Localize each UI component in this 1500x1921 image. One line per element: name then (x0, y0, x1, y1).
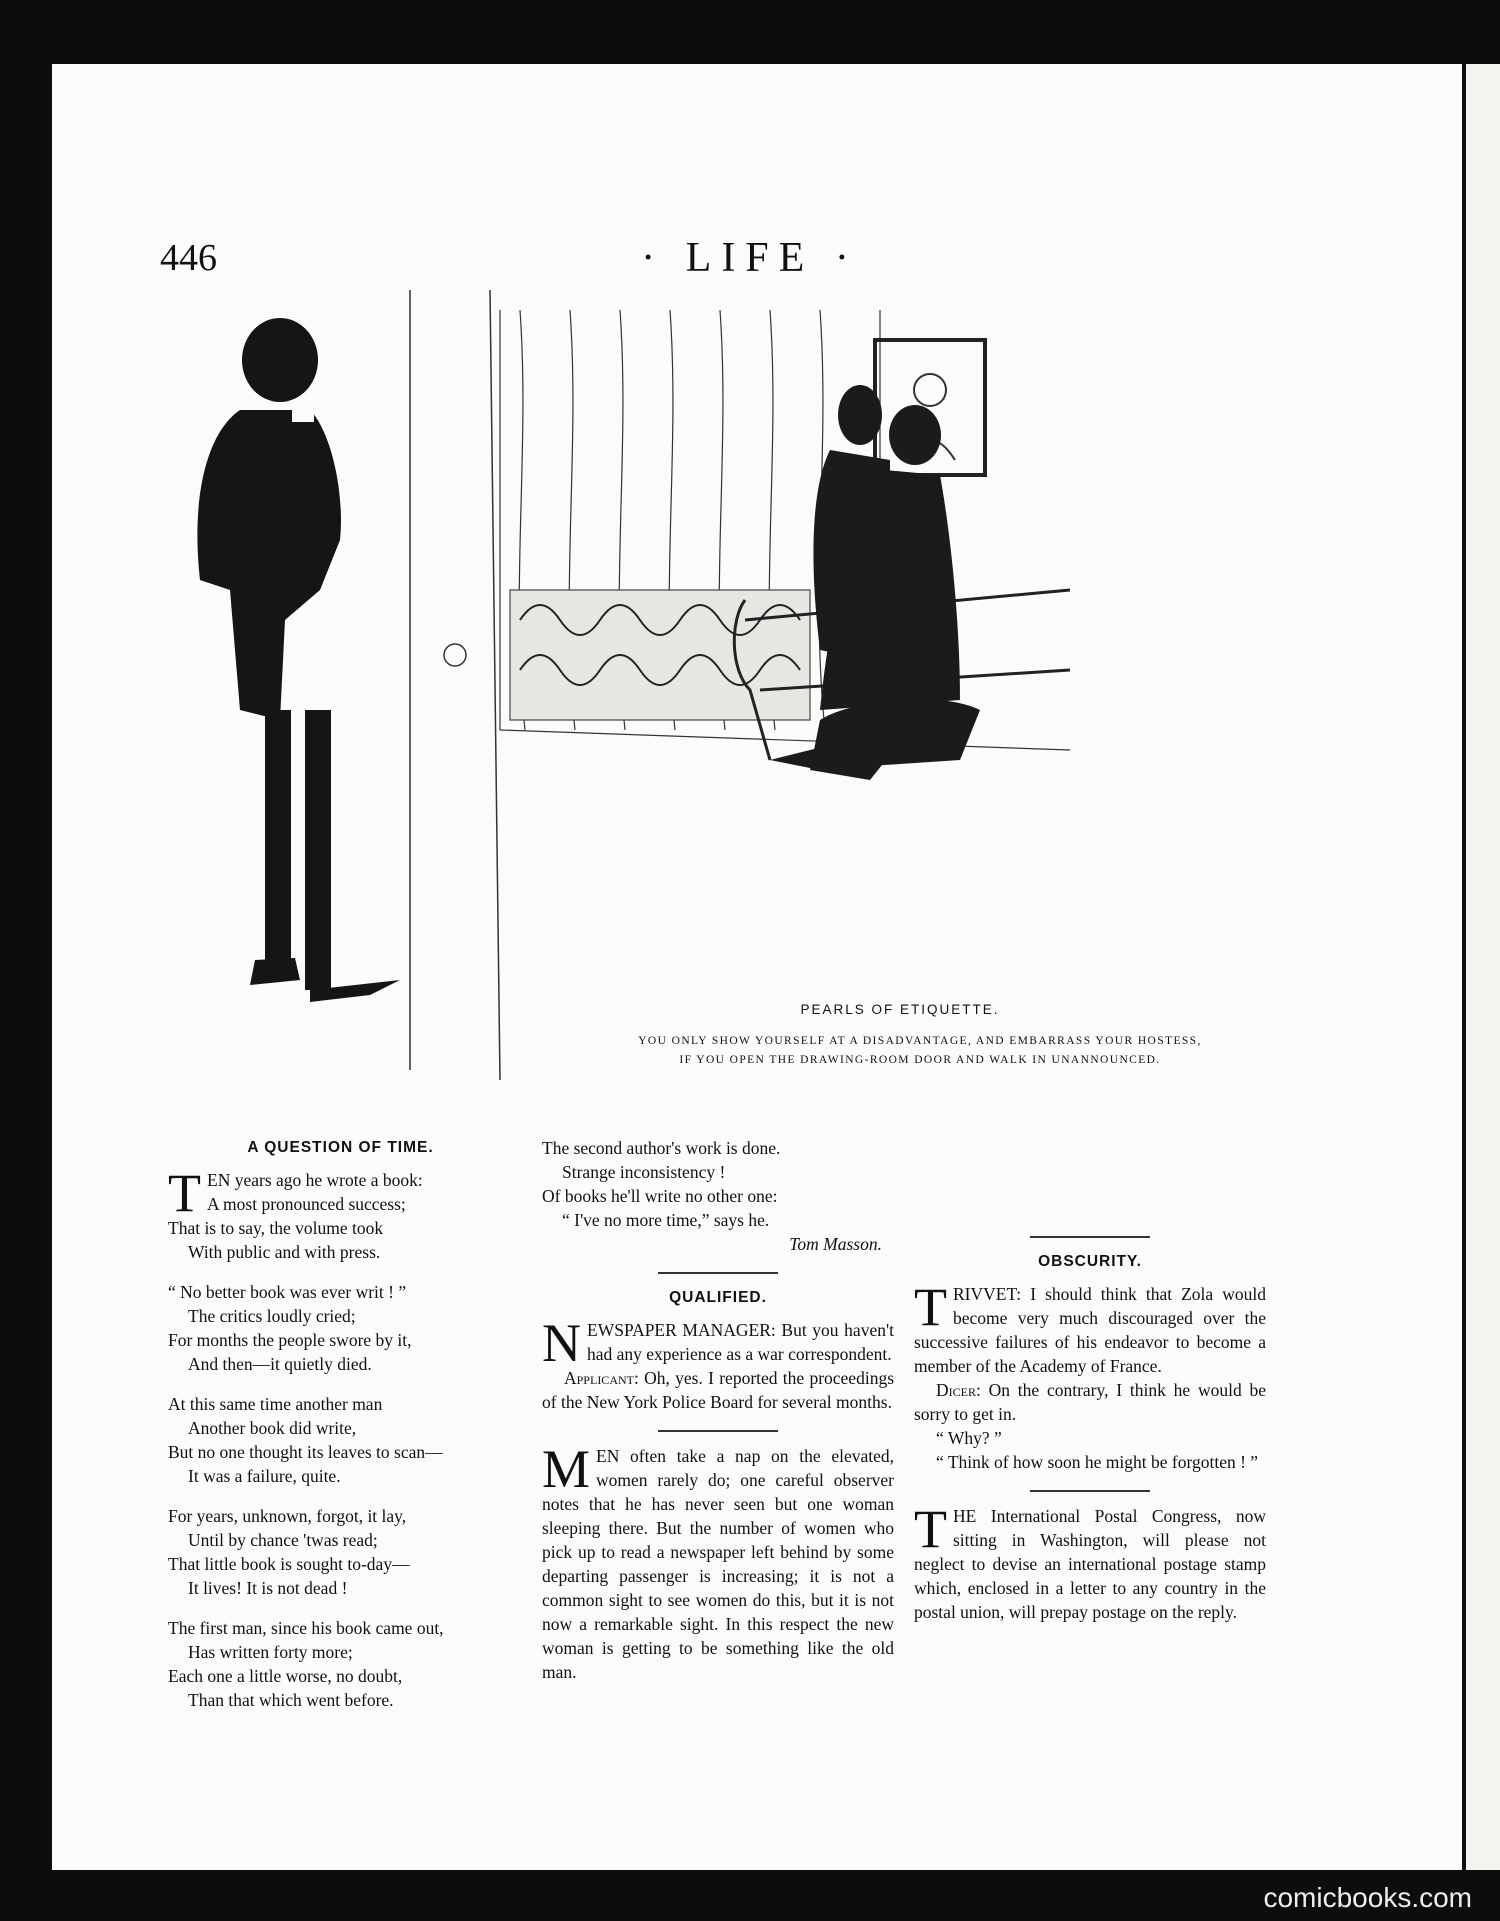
illustration-caption-line-1: YOU ONLY SHOW YOURSELF AT A DISADVANTAGE, AND EMBARRASS YOUR HOSTESS, (638, 1035, 1202, 1047)
poem-author-signature: Tom Masson. (789, 1234, 882, 1254)
men-drop-cap: M (542, 1439, 591, 1499)
poem-line: A most pronounced success; (207, 1194, 406, 1214)
obscurity-drop-cap: T (914, 1277, 947, 1337)
obscurity-paragraph-1 (914, 1277, 1266, 1378)
qualified-drop-cap: N (542, 1313, 581, 1373)
qualified-text-1: EWSPAPER MANAGER: But you haven't had any experience as a war correspondent. (587, 1320, 894, 1364)
poem-line: The second author's work is done. (542, 1138, 781, 1158)
poem-stanza-2 (168, 1280, 513, 1376)
poem-stanza-6 (542, 1136, 894, 1232)
poem-line: At this same time another man (168, 1394, 383, 1414)
illustration-caption-title: PEARLS OF ETIQUETTE. (800, 1002, 1000, 1017)
poem-line: With public and with press. (188, 1242, 381, 1262)
obscurity-paragraph-3: “ Why? ” (936, 1428, 1002, 1448)
poem-line: And then—it quietly died. (188, 1354, 372, 1374)
door-drawing (410, 290, 500, 1080)
poem-stanza-1 (168, 1163, 513, 1264)
men-paragraph (542, 1439, 894, 1684)
qualified-paragraph-2 (542, 1366, 894, 1414)
poem-line: Until by chance 'twas read; (188, 1530, 378, 1550)
poem-stanza-5 (168, 1616, 513, 1712)
poem-line: It lives! It is not dead ! (188, 1578, 348, 1598)
illustration-caption-line-2: IF YOU OPEN THE DRAWING-ROOM DOOR AND WALK IN UNANNOUNCED. (679, 1054, 1161, 1066)
poem-line: That little book is sought to-day— (168, 1554, 410, 1574)
postal-drop-cap: T (914, 1499, 947, 1559)
poem-drop-cap: T (168, 1163, 201, 1223)
poem-line: EN years ago he wrote a book: (207, 1170, 423, 1190)
poem-stanza-3 (168, 1392, 513, 1488)
etiquette-illustration (170, 290, 1280, 1100)
poem-line: That is to say, the volume took (168, 1218, 384, 1238)
section-divider (658, 1272, 778, 1274)
poem-line: “ No better book was ever writ ! ” (168, 1282, 407, 1302)
qualified-paragraph-1 (542, 1313, 894, 1373)
qualified-title: QUALIFIED. (669, 1289, 767, 1306)
qualified-text-2: : Oh, yes. I reported the proceedings of the New York Police Board for several months. (542, 1368, 894, 1412)
column-right (914, 1136, 1266, 1624)
poem-line: Has written forty more; (188, 1642, 353, 1662)
poem-line: Of books he'll write no other one: (542, 1186, 778, 1206)
poem-line: “ I've no more time,” says he. (562, 1210, 770, 1230)
postal-paragraph (914, 1499, 1266, 1624)
poem-line: It was a failure, quite. (188, 1466, 341, 1486)
obscurity-paragraph-4: “ Think of how soon he might be forgotten ! ” (936, 1452, 1259, 1472)
facing-page-edge (1466, 64, 1500, 1870)
poem-line: Strange inconsistency ! (562, 1162, 726, 1182)
section-divider (1030, 1490, 1150, 1492)
poem-line: For months the people swore by it, (168, 1330, 412, 1350)
poem-stanza-4 (168, 1504, 513, 1600)
masthead-title: · LIFE · (641, 235, 859, 281)
obscurity-speaker: Dicer (936, 1380, 976, 1400)
obscurity-paragraph-2 (914, 1378, 1266, 1426)
page-number: 446 (160, 237, 217, 279)
poem-line: Than that which went before. (188, 1690, 394, 1710)
poem-line: Each one a little worse, no doubt, (168, 1666, 403, 1686)
gentleman-figure-drawing (197, 318, 400, 1002)
obscurity-text-2: : On the contrary, I think he would be sorry to get in. (914, 1380, 1266, 1424)
section-divider (658, 1430, 778, 1432)
column-left (168, 1136, 513, 1728)
obscurity-title: OBSCURITY. (1038, 1253, 1142, 1270)
section-divider (1030, 1236, 1150, 1238)
watermark: comicbooks.com (1263, 1882, 1472, 1913)
obscurity-text-1: RIVVET: I should think that Zola would become very much discouraged over the successive failures of his endeavor to become a member of the Academy of France. (914, 1284, 1266, 1376)
poem-line: For years, unknown, forgot, it lay, (168, 1506, 407, 1526)
poem-line: The critics loudly cried; (188, 1306, 356, 1326)
poem-line: The first man, since his book came out, (168, 1618, 444, 1638)
postal-text: HE International Postal Congress, now sitting in Washington, will please not neglect to devise an international postage stamp which, enclosed in a letter to any country in the postal union, will prepay postage on the reply. (914, 1506, 1266, 1622)
poem-title: A QUESTION OF TIME. (247, 1139, 434, 1156)
column-middle (542, 1136, 894, 1684)
qualified-speaker: Applicant (564, 1368, 634, 1388)
poem-line: Another book did write, (188, 1418, 357, 1438)
men-text: EN often take a nap on the elevated, women rarely do; one careful observer notes that he has never seen but one woman sleeping there. But the number of women who pick up to read a newspaper left behind by some departing passenger is increasing; it is not a common sight to see women do this, but it is not now a remarkable sight. In this respect the new woman is getting to be something like the old man. (542, 1446, 894, 1682)
poem-line: But no one thought its leaves to scan— (168, 1442, 443, 1462)
